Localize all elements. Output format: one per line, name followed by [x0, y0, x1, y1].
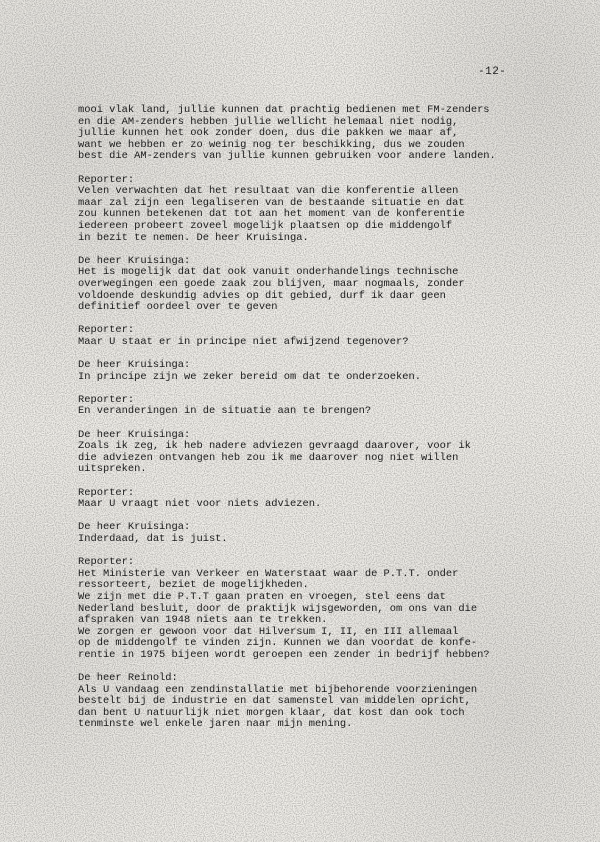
text-line: Zoals ik zeg, ik heb nadere adviezen gevraagd daarover, voor ik	[78, 440, 471, 453]
text-line: Het is mogelijk dat dat ook vanuit onderhandelings technische	[78, 266, 459, 279]
text-line: voldoende deskundig advies op dit gebied, durf ik daar geen	[78, 289, 446, 302]
transcript-paragraph	[78, 175, 588, 245]
text-line: want we hebben er zo weinig nog ter beschikking, dus we zouden	[78, 138, 465, 151]
text-line: We zijn met die P.T.T gaan praten en vroegen, stel eens dat	[78, 590, 446, 603]
text-line: afspraken van 1948 niets aan te trekken.	[78, 614, 328, 627]
text-line: op de middengolf te vinden zijn. Kunnen we dan voordat de konfe-	[78, 637, 478, 650]
transcript-paragraph	[78, 395, 588, 418]
text-line: jullie kunnen het ook zonder doen, dus die pakken we maar af,	[78, 127, 459, 140]
text-line: We zorgen er gewoon voor dat Hilversum I, II, en III allemaal	[78, 625, 459, 638]
text-line: die adviezen ontvangen heb zou ik me daarover nog niet willen	[78, 451, 459, 464]
transcript-paragraph	[78, 673, 588, 731]
transcript-paragraph	[78, 488, 588, 511]
text-line: uitspreken.	[78, 463, 147, 476]
speaker-label: De heer Kruisinga:	[78, 428, 191, 441]
speaker-label: De heer Reinold:	[78, 672, 178, 685]
text-line: Maar U vraagt niet voor niets adviezen.	[78, 498, 322, 511]
text-line: overwegingen een goede zaak zou blijven, maar nogmaals, zonder	[78, 277, 465, 290]
transcript-paragraph	[78, 557, 588, 661]
text-line: dan bent U natuurlijk niet morgen klaar, dat kost dan ook toch	[78, 706, 465, 719]
text-line: In principe zijn we zeker bereid om dat te onderzoeken.	[78, 370, 421, 383]
text-line: En veranderingen in de situatie aan te brengen?	[78, 405, 372, 418]
transcript-paragraph	[78, 522, 588, 545]
transcript-paragraph	[78, 430, 588, 476]
text-line: Inderdaad, dat is juist.	[78, 532, 228, 545]
transcript-body	[78, 105, 588, 743]
text-line: tenminste wel enkele jaren naar mijn mening.	[78, 718, 353, 731]
text-line: en die AM-zenders hebben jullie wellicht helemaal niet nodig,	[78, 115, 459, 128]
speaker-label: Reporter:	[78, 486, 135, 499]
text-line: definitief oordeel over te geven	[78, 301, 278, 314]
transcript-paragraph	[78, 360, 588, 383]
transcript-paragraph	[78, 256, 588, 314]
transcript-paragraph	[78, 325, 588, 348]
text-line: best die AM-zenders van jullie kunnen gebruiken voor andere landen.	[78, 150, 496, 163]
text-line: Nederland besluit, door de praktijk wijsgeworden, om ons van die	[78, 602, 478, 615]
text-line: zou kunnen betekenen dat tot aan het moment van de konferentie	[78, 208, 465, 221]
speaker-label: Reporter:	[78, 393, 135, 406]
speaker-label: Reporter:	[78, 173, 135, 186]
text-line: maar zal zijn een legaliseren van de bestaande situatie en dat	[78, 196, 465, 209]
transcript-paragraph	[78, 105, 588, 163]
speaker-label: De heer Kruisinga:	[78, 521, 191, 534]
text-line: in bezit te nemen. De heer Kruisinga.	[78, 231, 309, 244]
text-line: Het Ministerie van Verkeer en Waterstaat waar de P.T.T. onder	[78, 567, 459, 580]
speaker-label: De heer Kruisinga:	[78, 359, 191, 372]
text-line: ressorteert, beziet de mogelijkheden.	[78, 579, 309, 592]
text-line: rentie in 1975 bijeen wordt geroepen een zender in bedrijf hebben?	[78, 648, 490, 661]
text-line: mooi vlak land, jullie kunnen dat prachtig bedienen met FM-zenders	[78, 104, 490, 116]
speaker-label: Reporter:	[78, 556, 135, 569]
text-line: Velen verwachten dat het resultaat van die konferentie alleen	[78, 185, 459, 198]
text-line: Maar U staat er in principe niet afwijzend tegenover?	[78, 335, 409, 348]
speaker-label: Reporter:	[78, 324, 135, 337]
page-number: -12-	[478, 66, 507, 78]
speaker-label: De heer Kruisinga:	[78, 254, 191, 267]
text-line: iedereen probeert zoveel mogelijk plaatsen op die middengolf	[78, 219, 453, 232]
text-line: Als U vandaag een zendinstallatie met bijbehorende voorzieningen	[78, 683, 478, 696]
text-line: bestelt bij de industrie en dat samenstel van middelen opricht,	[78, 695, 471, 708]
